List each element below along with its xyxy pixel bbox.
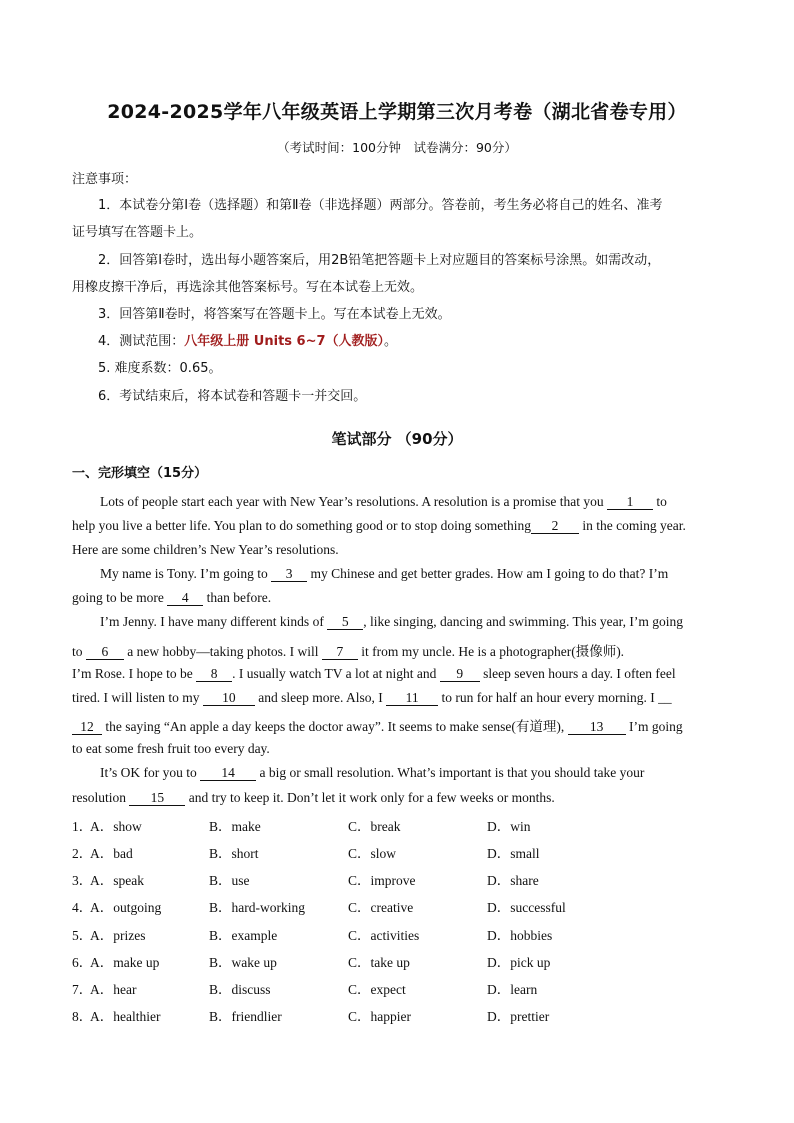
passage-text: going to be more <box>72 590 168 605</box>
option-a: A．make up <box>90 955 160 970</box>
option-b: B．make <box>209 819 261 834</box>
notice-item-5: 5. 难度系数：0.65。 <box>98 361 222 376</box>
question-number: 3． <box>72 873 93 888</box>
passage-text: to <box>72 644 86 659</box>
option-c: C．creative <box>348 900 414 915</box>
option-b: B．example <box>209 928 278 943</box>
passage-line: Here are some children’s New Year’s resolutions. <box>72 542 339 557</box>
option-b: B．hard-working <box>209 900 305 915</box>
question-options <box>72 815 732 833</box>
option-c: C．slow <box>348 846 397 861</box>
question-number: 8． <box>72 1009 93 1024</box>
option-b: B．friendlier <box>209 1009 282 1024</box>
question-options <box>72 1005 732 1023</box>
question-options <box>72 869 732 887</box>
notice-item-1-cont: 证号填写在答题卡上。 <box>72 225 203 240</box>
exam-subtitle: （考试时间：100分钟 试卷满分：90分） <box>277 140 517 155</box>
passage-line <box>72 790 555 806</box>
option-a: A．hear <box>90 982 137 997</box>
passage-text: Lots of people start each year with New Year’s resolutions. A resolution is a promise that you <box>100 494 608 509</box>
question-number: 5． <box>72 928 93 943</box>
blank-6: 6 <box>86 645 124 660</box>
passage-line <box>72 666 676 682</box>
passage-text: I’m going <box>625 719 683 734</box>
passage-text: and sleep more. Also, I <box>254 690 387 705</box>
question-options <box>72 842 732 860</box>
option-c: C．activities <box>348 928 420 943</box>
passage-text: to <box>653 494 667 509</box>
option-d: D．pick up <box>487 955 551 970</box>
passage-line <box>100 614 683 630</box>
question-options <box>72 896 732 914</box>
passage-text: It’s OK for you to <box>100 765 201 780</box>
blank-8: 8 <box>196 667 232 682</box>
passage-line <box>72 690 672 706</box>
notice-item-2: 2．回答第Ⅰ卷时，选出每小题答案后，用2B铅笔把答题卡上对应题目的答案标号涂黑。如需改动， <box>98 253 661 268</box>
passage-text: a new hobby—taking photos. I will <box>123 644 322 659</box>
option-c: C．take up <box>348 955 410 970</box>
passage-text: . I usually watch TV a lot at night and <box>232 666 440 681</box>
blank-4: 4 <box>167 591 203 606</box>
passage-line <box>100 494 667 510</box>
option-d: D．small <box>487 846 540 861</box>
option-a: A．show <box>90 819 142 834</box>
passage-text: help you live a better life. You plan to do something good or to stop doing something <box>72 518 531 533</box>
option-a: A．speak <box>90 873 144 888</box>
passage-text: sleep seven hours a day. I often feel <box>479 666 676 681</box>
part-title: 一、完形填空（15分） <box>72 466 208 481</box>
passage-text: resolution <box>72 790 130 805</box>
question-number: 6． <box>72 955 93 970</box>
passage-line <box>72 715 683 735</box>
page-title: 2024-2025学年八年级英语上学期第三次月考卷（湖北省卷专用） <box>107 101 687 123</box>
blank-2: 2 <box>531 519 579 534</box>
option-b: B．use <box>209 873 250 888</box>
option-a: A．healthier <box>90 1009 161 1024</box>
blank-13: 13 <box>568 720 626 735</box>
notice-item-4-prefix: 4．测试范围： <box>98 334 185 349</box>
notice-item-4-suffix: 。 <box>384 334 398 349</box>
passage-text: tired. I will listen to my <box>72 690 203 705</box>
option-a: A．prizes <box>90 928 146 943</box>
blank-12: 12 <box>72 720 102 735</box>
passage-text: in the coming year. <box>578 518 686 533</box>
passage-text: it from my uncle. He is a photographer(摄像师). <box>357 644 625 659</box>
passage-text: My name is Tony. I’m going to <box>100 566 272 581</box>
option-c: C．expect <box>348 982 406 997</box>
passage-text: the saying “An apple a day keeps the doctor away”. It seems to make sense(有道理), <box>102 719 568 734</box>
question-options <box>72 951 732 969</box>
passage-text: and try to keep it. Don’t let it work only for a few weeks or months. <box>185 790 555 805</box>
question-number: 4． <box>72 900 93 915</box>
option-c: C．improve <box>348 873 416 888</box>
option-d: D．learn <box>487 982 538 997</box>
question-options <box>72 978 732 996</box>
passage-line <box>72 590 271 606</box>
notice-item-4 <box>98 330 397 349</box>
notice-item-3: 3．回答第Ⅱ卷时，将答案写在答题卡上。写在本试卷上无效。 <box>98 307 451 322</box>
blank-11: 11 <box>386 691 438 706</box>
passage-line <box>72 518 686 534</box>
option-b: B．discuss <box>209 982 271 997</box>
question-number: 2． <box>72 846 93 861</box>
option-c: C．happier <box>348 1009 411 1024</box>
test-scope: 八年级上册 Units 6~7（人教版） <box>184 334 385 349</box>
blank-9: 9 <box>440 667 480 682</box>
question-number: 1． <box>72 819 93 834</box>
option-d: D．win <box>487 819 531 834</box>
option-c: C．break <box>348 819 401 834</box>
notice-item-1: 1．本试卷分第Ⅰ卷（选择题）和第Ⅱ卷（非选择题）两部分。答卷前，考生务必将自己的姓名、准考 <box>98 198 663 213</box>
passage-text: my Chinese and get better grades. How am I going to do that? I’m <box>307 566 669 581</box>
passage-text: to run for half an hour every morning. I __ <box>438 690 672 705</box>
question-options <box>72 924 732 942</box>
blank-14: 14 <box>200 766 256 781</box>
passage-line <box>72 640 624 660</box>
option-d: D．prettier <box>487 1009 550 1024</box>
passage-text: than before. <box>203 590 272 605</box>
passage-line <box>100 566 668 582</box>
option-a: A．outgoing <box>90 900 162 915</box>
option-d: D．hobbies <box>487 928 553 943</box>
blank-10: 10 <box>203 691 255 706</box>
notice-heading: 注意事项： <box>72 172 138 187</box>
option-b: B．short <box>209 846 259 861</box>
passage-text: , like singing, dancing and swimming. This year, I’m going <box>363 614 683 629</box>
passage-line <box>100 765 644 781</box>
section-title: 笔试部分 （90分） <box>331 430 463 448</box>
passage-text: I’m Rose. I hope to be <box>72 666 197 681</box>
option-b: B．wake up <box>209 955 277 970</box>
blank-7: 7 <box>322 645 358 660</box>
blank-5: 5 <box>327 615 363 630</box>
passage-text: I’m Jenny. I have many different kinds of <box>100 614 328 629</box>
blank-15: 15 <box>129 791 185 806</box>
option-d: D．successful <box>487 900 566 915</box>
blank-1: 1 <box>607 495 653 510</box>
option-d: D．share <box>487 873 539 888</box>
blank-3: 3 <box>271 567 307 582</box>
option-a: A．bad <box>90 846 133 861</box>
notice-item-6: 6．考试结束后，将本试卷和答题卡一并交回。 <box>98 389 367 404</box>
question-number: 7． <box>72 982 93 997</box>
passage-text: a big or small resolution. What’s important is that you should take your <box>256 765 645 780</box>
notice-item-2-cont: 用橡皮擦干净后，再选涂其他答案标号。写在本试卷上无效。 <box>72 280 424 295</box>
passage-line: to eat some fresh fruit too every day. <box>72 741 270 756</box>
